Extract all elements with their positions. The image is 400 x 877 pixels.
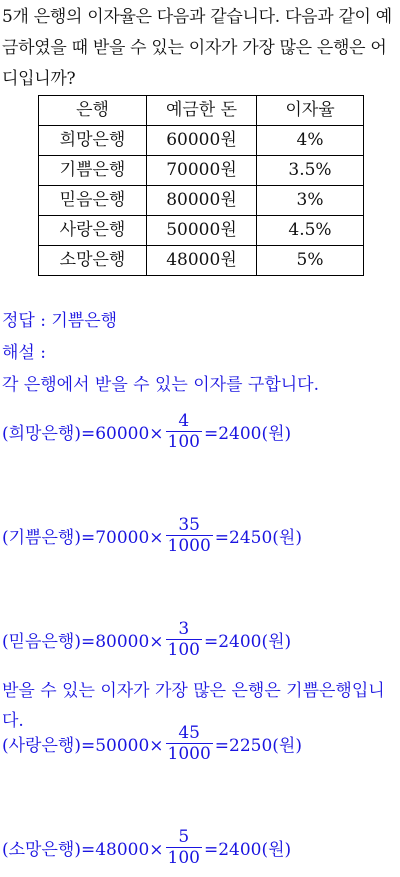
table-row xyxy=(39,216,364,246)
equation-rhs: =2250(원) xyxy=(214,735,302,756)
fraction-numerator: 3 xyxy=(178,618,190,639)
table-row xyxy=(39,186,364,216)
equation-lhs: (기쁨은행)=70000× xyxy=(2,527,164,548)
table-row xyxy=(39,246,364,276)
table-header-row xyxy=(39,96,364,126)
table-header-cell: 이자율 xyxy=(257,96,364,126)
conclusion-text: 받을 수 있는 이자가 가장 많은 은행은 기쁨은행입니다. xyxy=(2,681,385,731)
equation-lhs: (소망은행)=48000× xyxy=(2,839,164,860)
interest-rate-table xyxy=(38,95,364,276)
equation-rhs: =2450(원) xyxy=(214,527,302,548)
fraction-denominator: 100 xyxy=(167,639,200,660)
explanation-heading: 해설 : xyxy=(2,343,46,363)
table-header-cell: 은행 xyxy=(39,96,147,126)
table-cell: 믿음은행 xyxy=(39,186,147,216)
fraction xyxy=(166,411,202,452)
table-cell: 70000원 xyxy=(147,156,257,186)
fraction-denominator: 1000 xyxy=(167,743,211,764)
table-row xyxy=(39,126,364,156)
table-cell: 사랑은행 xyxy=(39,216,147,246)
fraction-numerator: 45 xyxy=(178,722,200,743)
equation-line xyxy=(2,505,319,565)
fraction-denominator: 100 xyxy=(167,431,200,452)
equation-lhs: (사랑은행)=50000× xyxy=(2,735,164,756)
table-cell: 80000원 xyxy=(147,186,257,216)
equation-line xyxy=(2,609,319,669)
table-cell: 3.5% xyxy=(257,156,364,186)
fraction-numerator: 4 xyxy=(178,410,190,431)
equation-lhs: (믿음은행)=80000× xyxy=(2,631,164,652)
fraction-numerator: 35 xyxy=(178,514,200,535)
fraction xyxy=(166,619,202,660)
fraction xyxy=(166,827,202,868)
table-cell: 60000원 xyxy=(147,126,257,156)
table-cell: 5% xyxy=(257,246,364,276)
explanation-intro: 각 은행에서 받을 수 있는 이자를 구합니다. xyxy=(2,375,320,395)
table-cell: 50000원 xyxy=(147,216,257,246)
equation-rhs: =2400(원) xyxy=(203,423,292,444)
answer-text: 정답 : 기쁨은행 xyxy=(2,311,118,331)
equation-line xyxy=(2,401,319,461)
equation-lhs: (희망은행)=60000× xyxy=(2,423,164,444)
table-header-cell: 예금한 돈 xyxy=(147,96,257,126)
solution-block xyxy=(2,308,319,877)
table-cell: 기쁨은행 xyxy=(39,156,147,186)
question-text: 5개 은행의 이자율은 다음과 같습니다. 다음과 같이 예금하였을 때 받을 수 있는 이자가 가장 많은 은행은 어디입니까? xyxy=(2,7,392,89)
fraction-denominator: 100 xyxy=(167,847,200,868)
table-cell: 3% xyxy=(257,186,364,216)
equation-rhs: =2400(원) xyxy=(203,631,292,652)
equation-rhs: =2400(원) xyxy=(203,839,292,860)
table-cell: 4% xyxy=(257,126,364,156)
equation-line xyxy=(2,817,319,877)
table-cell: 희망은행 xyxy=(39,126,147,156)
fraction xyxy=(166,515,213,556)
table-cell: 소망은행 xyxy=(39,246,147,276)
table-cell: 4.5% xyxy=(257,216,364,246)
fraction-numerator: 5 xyxy=(178,826,190,847)
fraction-denominator: 1000 xyxy=(167,535,211,556)
table-row xyxy=(39,156,364,186)
table-cell: 48000원 xyxy=(147,246,257,276)
